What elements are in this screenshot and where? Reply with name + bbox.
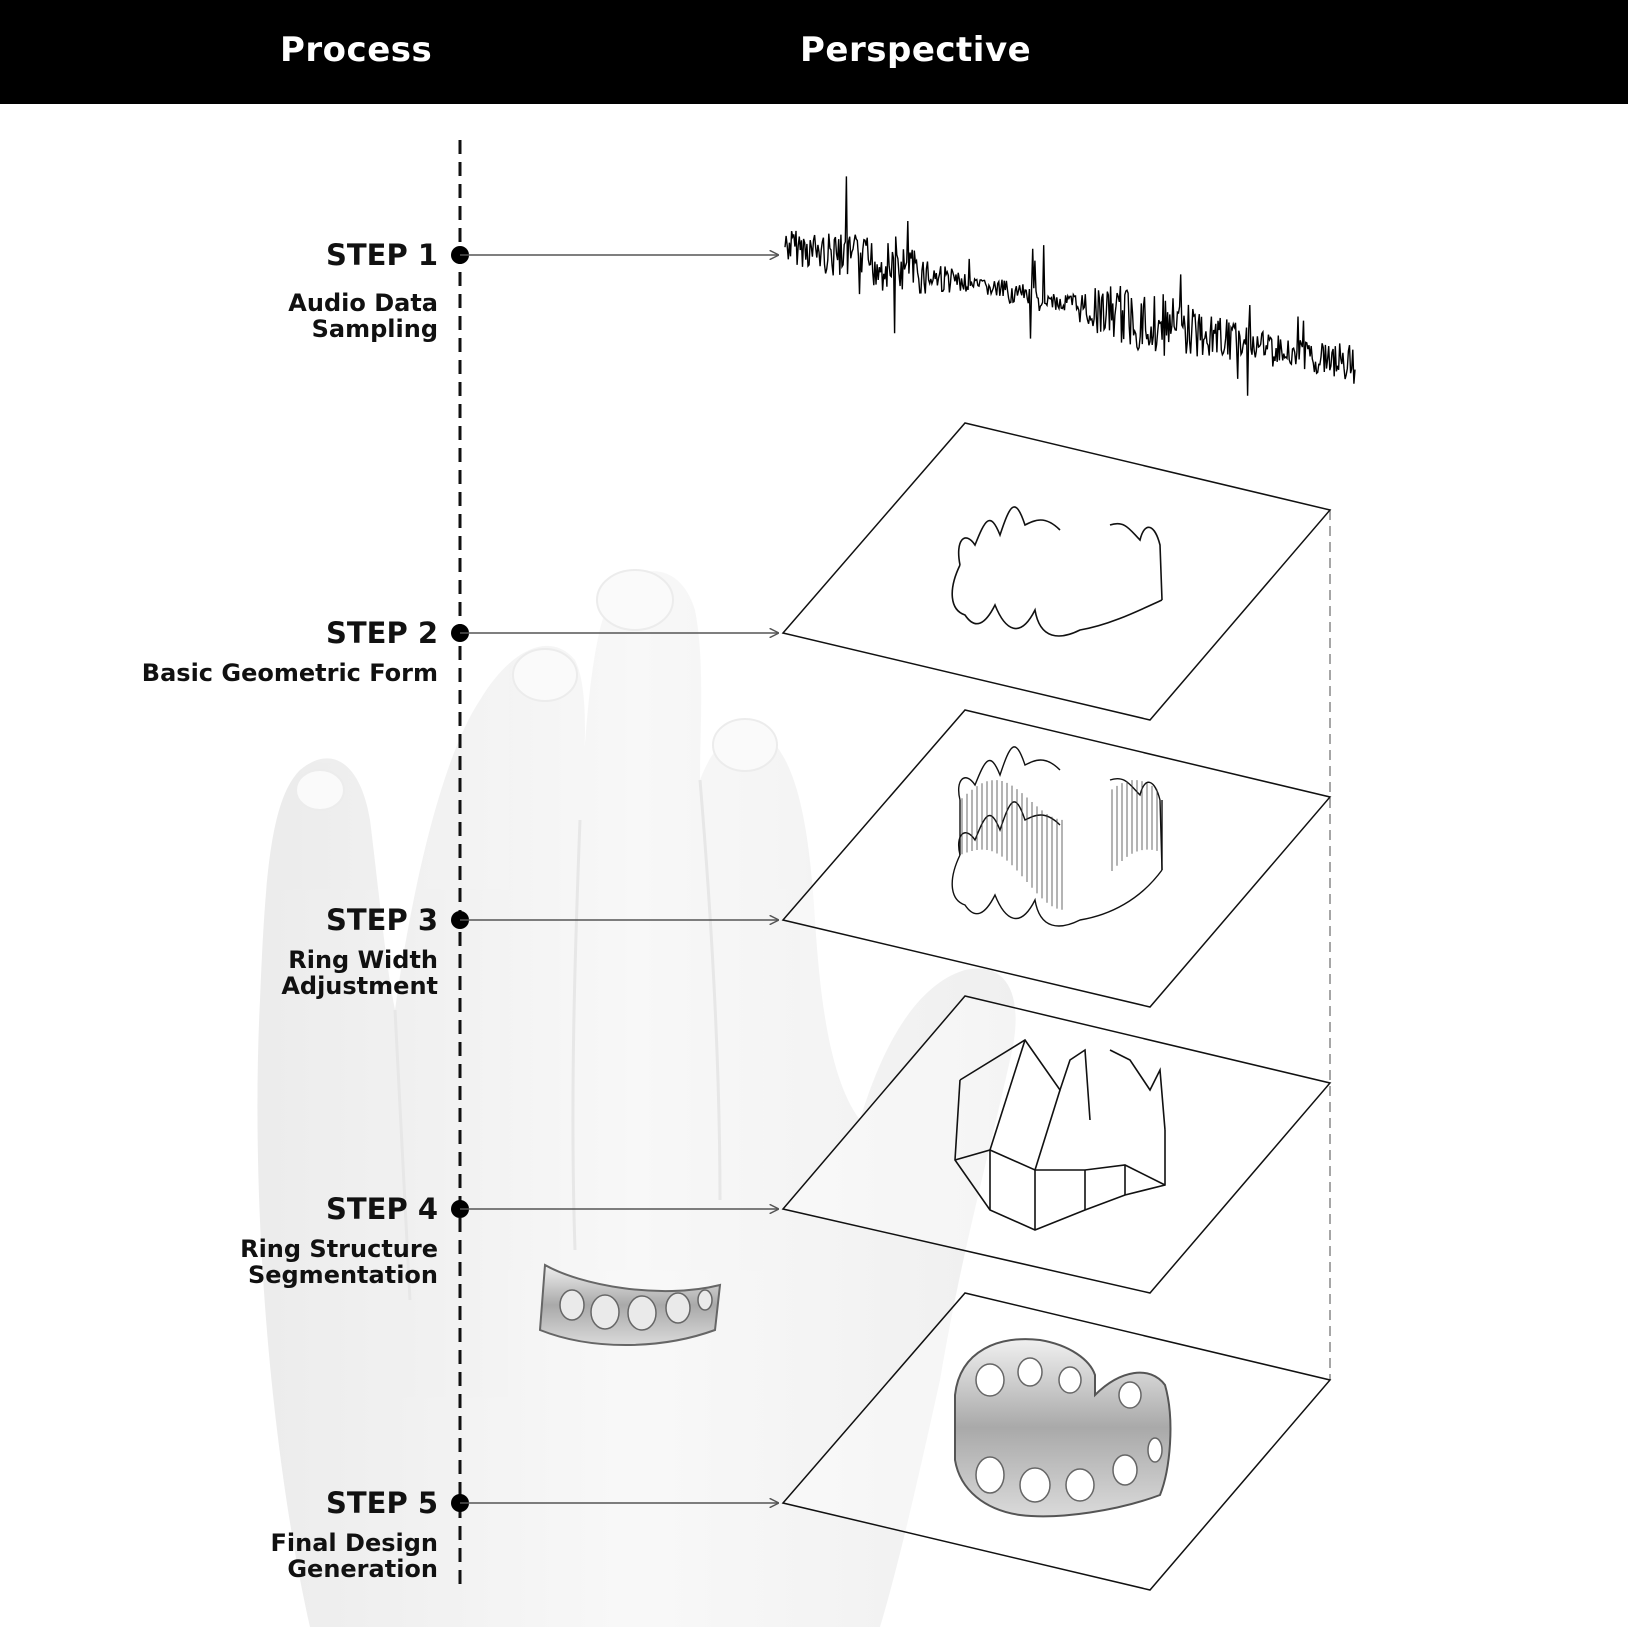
plane-step-2 bbox=[783, 423, 1330, 720]
step-1-title: STEP 1 bbox=[325, 238, 438, 272]
step-5-description bbox=[271, 1530, 438, 1582]
step-4-desc-line-2: Segmentation bbox=[247, 1261, 438, 1289]
step-5-desc-line-1: Final Design bbox=[270, 1529, 438, 1557]
step-1-desc-line-2: Sampling bbox=[311, 315, 438, 343]
step-5-title: STEP 5 bbox=[325, 1486, 438, 1520]
process-heading: Process bbox=[280, 30, 433, 70]
step-4-description bbox=[240, 1236, 438, 1288]
step-4-desc-line-1: Ring Structure bbox=[240, 1235, 438, 1263]
step-2-title: STEP 2 bbox=[325, 616, 438, 650]
perspective-heading: Perspective bbox=[800, 30, 1032, 70]
step-3-description bbox=[281, 947, 438, 999]
audio-waveform bbox=[785, 176, 1355, 395]
plane-step-3 bbox=[783, 710, 1330, 1007]
step-3-title: STEP 3 bbox=[325, 903, 438, 937]
step-1-desc-line-1: Audio Data bbox=[288, 289, 438, 317]
step-2-desc-line-1: Basic Geometric Form bbox=[141, 659, 438, 687]
step-5-desc-line-2: Generation bbox=[287, 1555, 438, 1583]
step-1-description bbox=[288, 290, 438, 342]
step-3-desc-line-2: Adjustment bbox=[281, 972, 438, 1000]
step-3-desc-line-1: Ring Width bbox=[288, 946, 438, 974]
step-4-title: STEP 4 bbox=[325, 1192, 438, 1226]
step-2-description bbox=[142, 660, 438, 686]
